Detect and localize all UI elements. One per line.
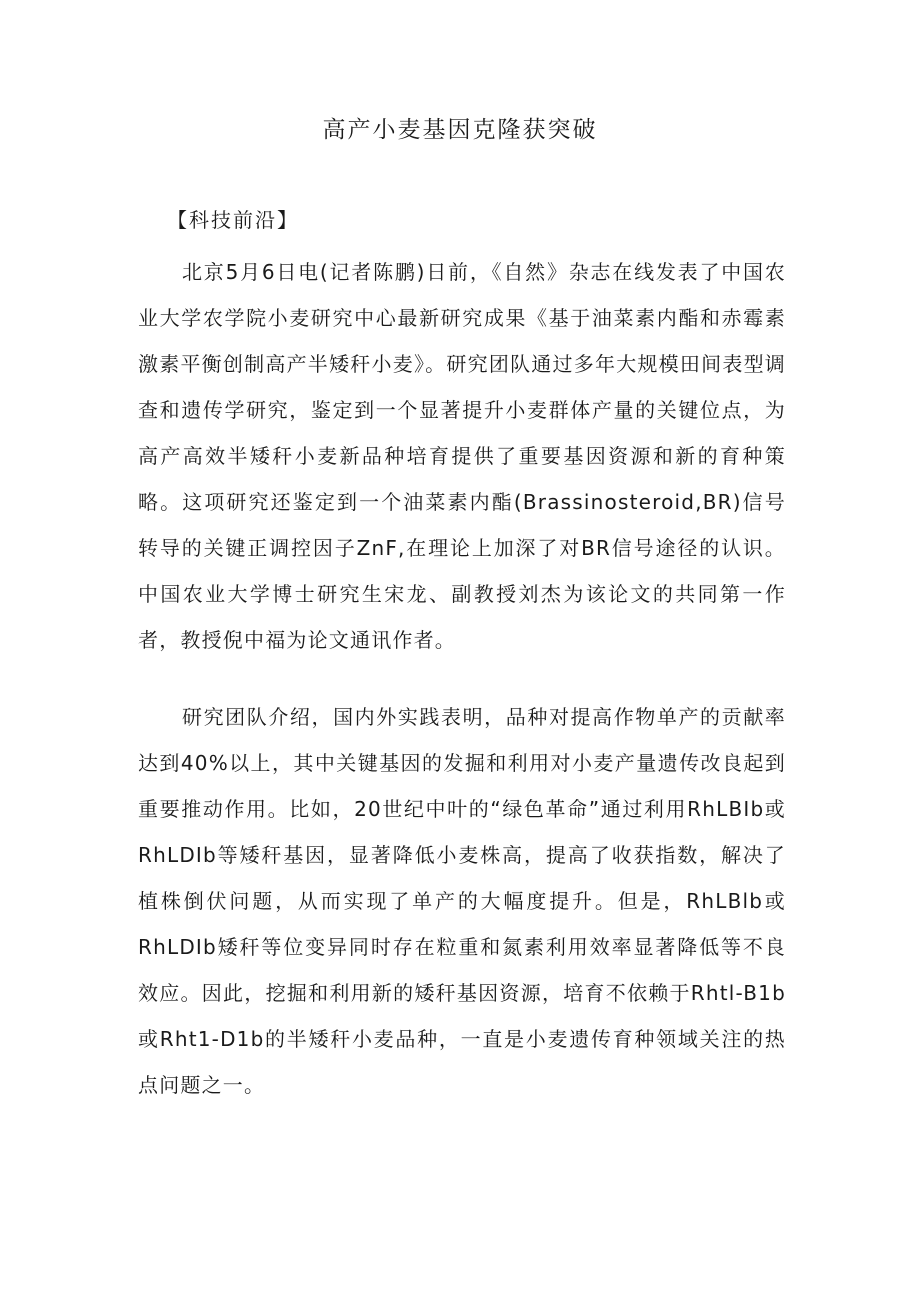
article-title: 高产小麦基因克隆获突破 bbox=[322, 117, 598, 143]
article-paragraph-2: 研究团队介绍，国内外实践表明，品种对提高作物单产的贡献率达到40%以上，其中关键基因的发掘和利用对小麦产量遗传改良起到重要推动作用。比如，20世纪中叶的“绿色革命”通过利用RhLBIb或RhLDIb等矮秆基因，显著降低小麦株高，提高了收获指数，解决了植株倒伏问题，从而实现了单产的大幅度提升。但是，RhLBlb或RhLDIb矮秆等位变异同时存在粒重和氮素利用效率显著降低等不良效应。因此，挖掘和利用新的矮秆基因资源，培育不依赖于Rhtl-B1b或Rht1-D1b的半矮秆小麦品种，一直是小麦遗传育种领域关注的热点问题之一。 bbox=[138, 705, 786, 1097]
section-tag: 【科技前沿】 bbox=[167, 208, 299, 232]
article-paragraph-1: 北京5月6日电(记者陈鹏)日前，《自然》杂志在线发表了中国农业大学农学院小麦研究中心最新研究成果《基于油菜素内酯和赤霉素激素平衡创制高产半矮秆小麦》。研究团队通过多年大规模田间表型调查和遗传学研究，鉴定到一个显著提升小麦群体产量的关键位点，为高产高效半矮秆小麦新品种培育提供了重要基因资源和新的育种策略。这项研究还鉴定到一个油菜素内酯(Brassinosteroid,BR)信号转导的关键正调控因子ZnF,在理论上加深了对BR信号途径的认识。中国农业大学博士研究生宋龙、副教授刘杰为该论文的共同第一作者，教授倪中福为论文通讯作者。 bbox=[138, 260, 786, 652]
